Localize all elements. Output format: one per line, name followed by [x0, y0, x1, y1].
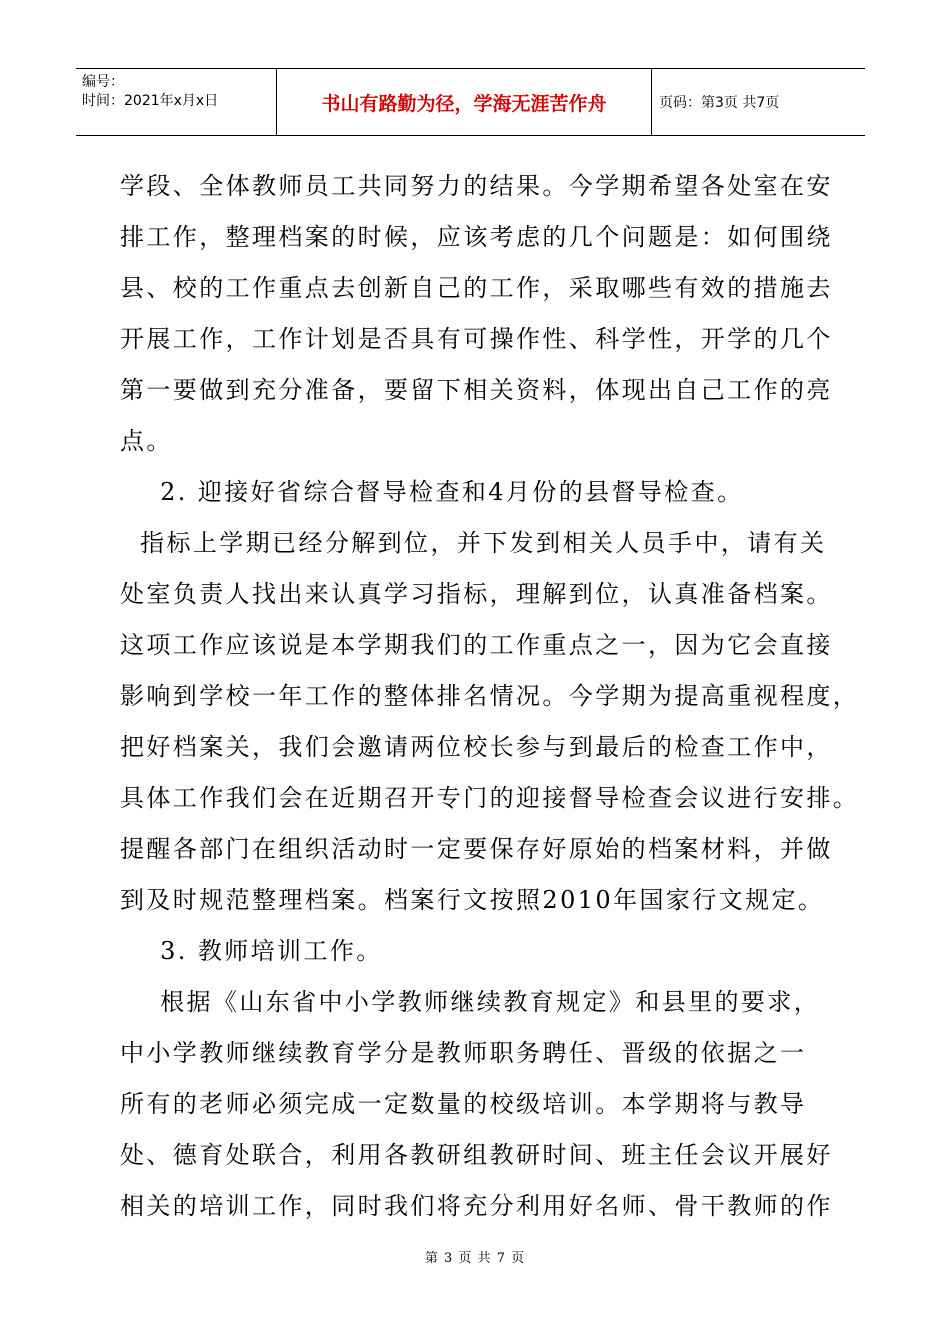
body-line: 排工作，整理档案的时候，应该考虑的几个问题是：如何围绕 — [120, 223, 833, 251]
document-number-label: 编号： — [82, 74, 124, 90]
body-line: 这项工作应该说是本学期我们的工作重点之一，因为它会直接 — [120, 631, 833, 659]
body-line: 根据《山东省中小学教师继续教育规定》和县里的要求， — [120, 988, 821, 1016]
body-line: 中小学教师继续教育学分是教师职务聘任、晋级的依据之一 — [120, 1039, 807, 1067]
header-meta — [76, 69, 277, 135]
document-body — [120, 161, 860, 1232]
body-line: 指标上学期已经分解到位，并下发到相关人员手中，请有关 — [120, 529, 827, 557]
body-line: 具体工作我们会在近期召开专门的迎接督导检查会议进行安排。 — [120, 784, 860, 812]
body-line: 开展工作，工作计划是否具有可操作性、科学性，开学的几个 — [120, 325, 833, 353]
body-line: 把好档案关，我们会邀请两位校长参与到最后的检查工作中， — [120, 733, 833, 761]
section-heading: 3. 教师培训工作。 — [120, 937, 383, 965]
body-line: 处、德育处联合，利用各教研组教研时间、班主任会议开展好 — [120, 1141, 833, 1169]
body-line: 相关的培训工作，同时我们将充分利用好名师、骨干教师的作 — [120, 1192, 833, 1220]
body-line: 到及时规范整理档案。档案行文按照2010年国家行文规定。 — [120, 886, 825, 914]
body-line: 第一要做到充分准备，要留下相关资料，体现出自己工作的亮 — [120, 376, 833, 404]
section-heading: 2. 迎接好省综合督导检查和4月份的县督导检查。 — [120, 478, 744, 506]
body-line: 处室负责人找出来认真学习指标，理解到位，认真准备档案。 — [120, 580, 833, 608]
page-header — [76, 68, 865, 136]
body-line: 影响到学校一年工作的整体排名情况。今学期为提高重视程度， — [120, 682, 860, 710]
header-page-label: 页码：第3页 共7页 — [659, 95, 780, 111]
body-line: 所有的老师必须完成一定数量的校级培训。本学期将与教导 — [120, 1090, 807, 1118]
body-line: 提醒各部门在组织活动时一定要保存好原始的档案材料，并做 — [120, 835, 833, 863]
body-line: 点。 — [120, 427, 173, 455]
body-line: 县、校的工作重点去创新自己的工作，采取哪些有效的措施去 — [120, 274, 833, 302]
page-footer: 第 3 页 共 7 页 — [424, 1251, 526, 1266]
document-date-label: 时间：2021年x月x日 — [82, 93, 219, 109]
header-motto: 书山有路勤为径，学海无涯苦作舟 — [277, 69, 652, 135]
body-line: 学段、全体教师员工共同努力的结果。今学期希望各处室在安 — [120, 172, 833, 200]
